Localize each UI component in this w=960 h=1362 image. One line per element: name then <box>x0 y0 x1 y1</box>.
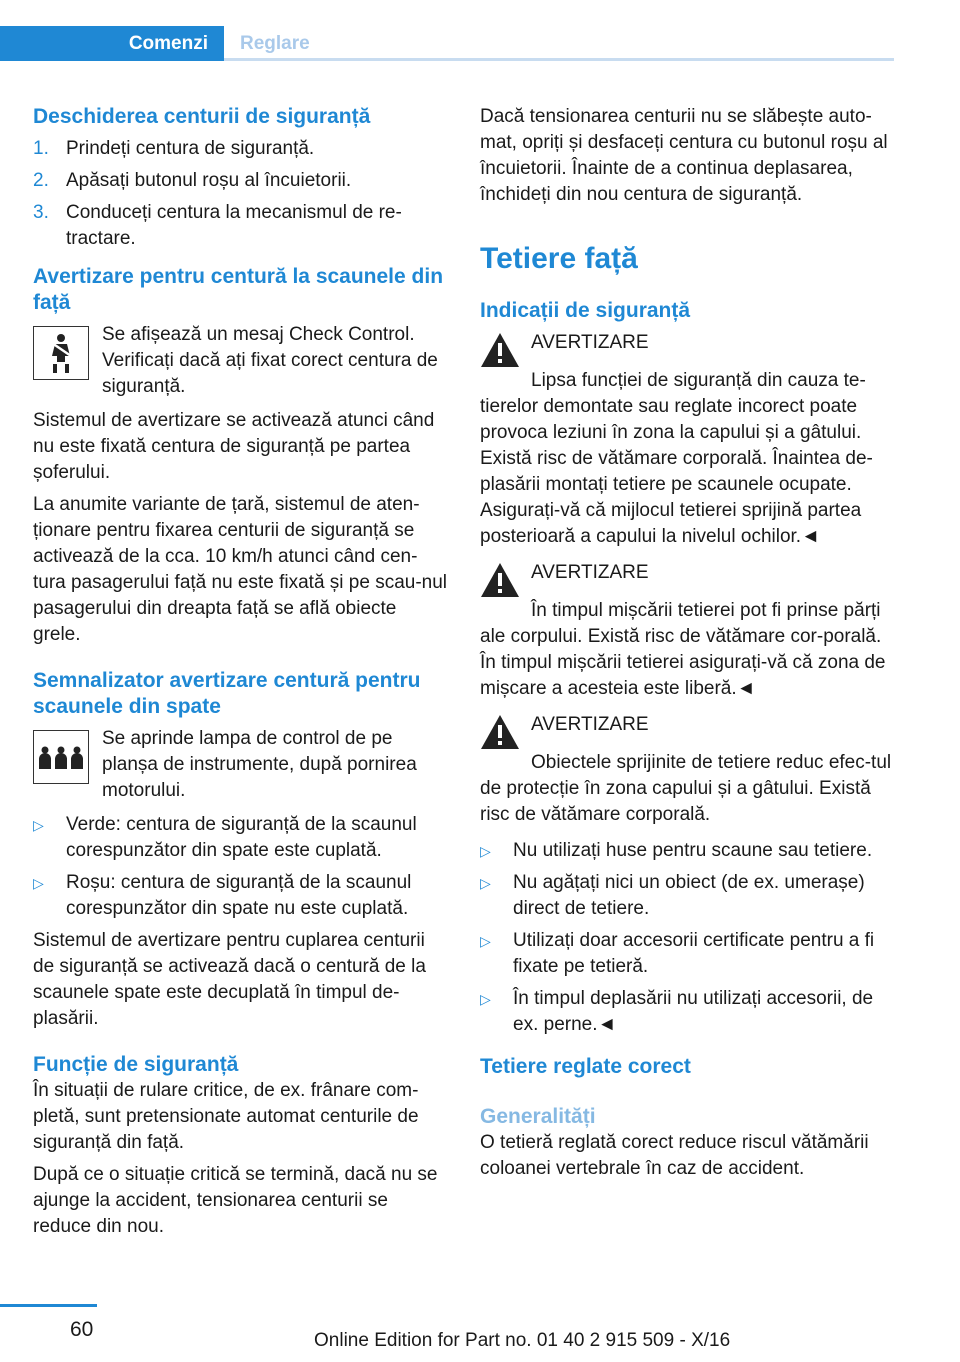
triangle-bullet-icon: ▷ <box>480 843 491 859</box>
page-number: 60 <box>70 1318 94 1341</box>
front-warning-block <box>33 322 449 400</box>
warning-text: Obiectele sprijinite de tetiere reduc efec‐tul de protecție în zona capului și a gâtului. Există risc de vătămare corporală. <box>480 752 892 825</box>
paragraph: În situații de rulare critice, de ex. frânare com‐pletă, sunt pretensionate automat centurile de siguranță din față. <box>33 1080 419 1153</box>
seatbelt-warning-icon <box>33 326 89 380</box>
warning-block <box>480 560 894 702</box>
warning-triangle-icon <box>480 332 520 368</box>
heading-front-headrests: Tetiere față <box>480 242 638 275</box>
tab-bar <box>0 26 894 61</box>
triangle-bullet-icon: ▷ <box>480 875 491 891</box>
warning-text: Lipsa funcției de siguranță din cauza te‐tierelor demontate sau reglate incorect poate provoca leziuni în zona la capului și a gâtului. Există risc de vătămare corporală. Înaintea de‐plasării montați tetiere pe scaunele ocupate. Asigurați-vă că mijlocul tetierei sprijină partea posterioară a capului la nivelul ochilor.◄ <box>480 370 873 547</box>
list-item: ▷ În timpul deplasării nu utilizați accesorii, de ex. perne.◄ <box>480 986 894 1038</box>
list-item: ▷ Roșu: centura de siguranță de la scaunul corespunzător din spate nu este cuplată. <box>33 870 449 922</box>
warning-block <box>480 712 894 828</box>
paragraph: La anumite variante de țară, sistemul de aten‐ționare pentru fixarea centurii de siguranță se activează de la cca. 10 km/h atunci când cen‐tura pasagerului față nu este fixată și pe scau‐nul pasagerului din dreapta față se află obiecte grele. <box>33 494 448 645</box>
heading-correct-headrests: Tetiere reglate corect <box>480 1055 691 1078</box>
paragraph: După ce o situație critică se termină, dacă nu se ajunge la accident, tensionarea centurii se reduce din nou. <box>33 1164 438 1237</box>
paragraph: Sistemul de avertizare se activează atunci când nu este fixată centura de siguranță pe partea șoferului. <box>33 410 435 483</box>
left-column <box>33 104 449 1246</box>
warning-title: AVERTIZARE <box>531 332 649 353</box>
footer-line <box>0 1304 97 1307</box>
heading-unfasten-belt: Deschiderea centurii de siguranță <box>33 105 371 128</box>
warning-block <box>480 330 894 550</box>
triangle-bullet-icon: ▷ <box>480 933 491 949</box>
paragraph: Dacă tensionarea centurii nu se slăbește auto‐mat, opriți și desfaceți centura cu butonul roșu al încuietorii. Înainte de a continua deplasarea, închideți din nou centura de siguranță. <box>480 106 888 205</box>
tab-comenzi[interactable] <box>0 26 224 61</box>
warning-title: AVERTIZARE <box>531 714 649 735</box>
triangle-bullet-icon: ▷ <box>480 991 491 1007</box>
triangle-bullet-icon: ▷ <box>33 817 44 833</box>
heading-rear-seat-warning: Semnalizator avertizare centură pentru scaunele din spate <box>33 669 421 718</box>
list-item: ▷ Nu agățați nici un obiect (de ex. umerașe) direct de tetiere. <box>480 870 894 922</box>
unfasten-steps <box>33 136 449 252</box>
right-column <box>480 104 894 1188</box>
heading-front-seat-warning: Avertizare pentru centură la scaunele din față <box>33 265 444 314</box>
rear-seat-belt-icon <box>33 730 89 784</box>
front-warning-text: Se afișează un mesaj Check Control. Verificați dacă ați fixat corect centura de siguranță. <box>102 324 438 397</box>
tab-comenzi-label: Comenzi <box>128 33 208 54</box>
list-item: ▷ Verde: centura de siguranță de la scaunul corespunzător din spate este cuplată. <box>33 812 449 864</box>
step-item: 1. Prindeți centura de siguranță. <box>33 138 315 159</box>
tab-underline <box>224 58 894 61</box>
rear-warning-block <box>33 726 449 804</box>
warning-triangle-icon <box>480 562 520 598</box>
headrest-rules-list <box>480 838 894 1038</box>
paragraph: O tetieră reglată corect reduce riscul vătămării coloanei vertebrale în caz de accident. <box>480 1132 869 1179</box>
rear-status-list <box>33 812 449 922</box>
tab-reglare[interactable]: Reglare <box>240 33 310 54</box>
warning-triangle-icon <box>480 714 520 750</box>
warning-text: În timpul mișcării tetierei pot fi prinse părți ale corpului. Există risc de vătămare cor‐porală. În timpul mișcării tetierei asigurați-vă că zona de mișcare a acesteia este liberă.◄ <box>480 600 886 699</box>
rear-warning-text: Se aprinde lampa de control de pe planșa de instrumente, după pornirea motorului. <box>102 728 417 801</box>
step-item: 2. Apăsați butonul roșu al încuietorii. <box>33 170 352 191</box>
heading-general: Generalități <box>480 1105 596 1128</box>
edition-note: Online Edition for Part no. 01 40 2 915 509 - X/16 <box>314 1330 731 1351</box>
list-item: ▷ Utilizați doar accesorii certificate pentru a fi fixate pe tetieră. <box>480 928 894 980</box>
warning-title: AVERTIZARE <box>531 562 649 583</box>
heading-safety-notes: Indicații de siguranță <box>480 299 691 322</box>
list-item: ▷ Nu utilizați huse pentru scaune sau tetiere. <box>480 838 894 864</box>
heading-safety-function: Funcție de siguranță <box>33 1053 239 1076</box>
paragraph: Sistemul de avertizare pentru cuplarea centurii de siguranță se activează dacă o centură de la scaunele spate este decuplată în timpul de‐plasării. <box>33 930 426 1029</box>
step-item: 3. Conduceți centura la mecanismul de re‐tractare. <box>33 202 402 249</box>
triangle-bullet-icon: ▷ <box>33 875 44 891</box>
